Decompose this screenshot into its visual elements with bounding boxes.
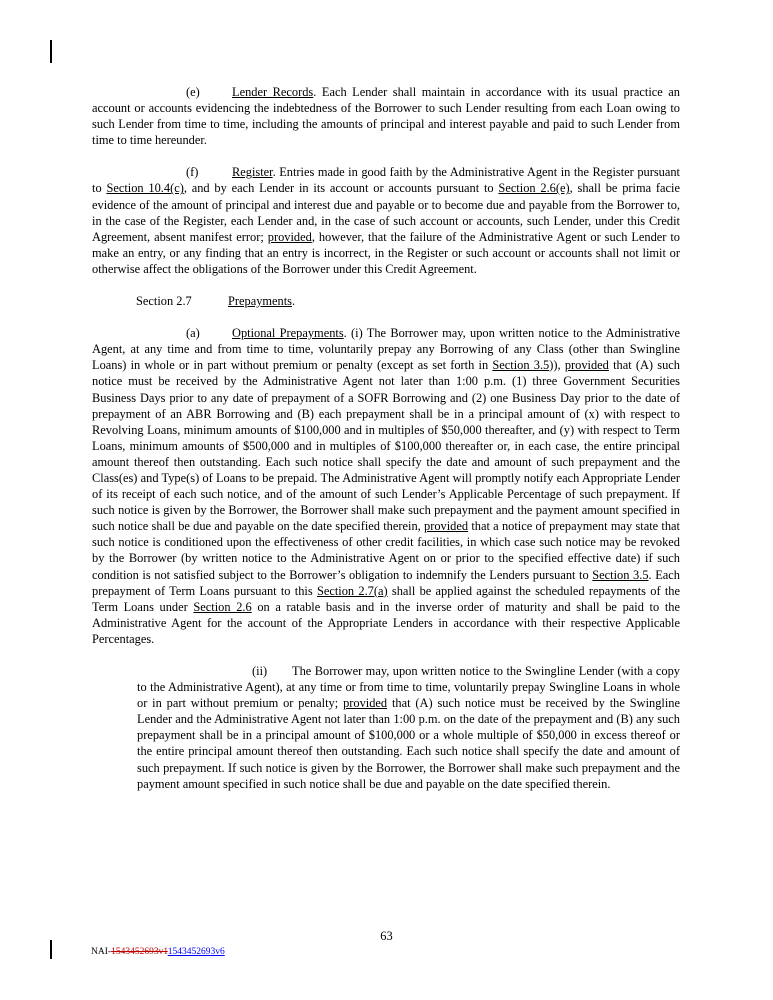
text-a-6: shall be applied against the scheduled repayments of the Term Loans under bbox=[92, 583, 681, 614]
section-2-7-heading bbox=[92, 293, 680, 309]
proviso-a-2: provided bbox=[424, 519, 469, 534]
ref-section-3-5-a: Section 3.5 bbox=[492, 358, 550, 373]
paragraph-e bbox=[92, 84, 680, 148]
ref-section-3-5-b: Section 3.5 bbox=[592, 567, 649, 582]
ref-section-2-7-a: Section 2.7(a) bbox=[316, 583, 388, 598]
heading-lender-records: Lender Records bbox=[232, 85, 314, 99]
page-number: 63 bbox=[380, 929, 393, 943]
paragraph-f bbox=[92, 164, 680, 277]
text-a-4: that a notice of prepayment may state that such notice is conditioned upon the effectiveness of other credit facilities, in which case such notice may be revoked by the Borrower (by written notice to the Administrative Agent on or prior to the specified effective date) if such condition is not satisfied subject to the Borrower’s obligation to indemnify the Lenders pursuant to bbox=[92, 519, 680, 582]
text-f-1: . Entries made in good faith by the Administrative Agent in the Register pursuant to bbox=[92, 165, 680, 196]
label-ii: (ii) bbox=[252, 664, 268, 678]
footer-deleted-id: 1543452693v1 bbox=[111, 947, 168, 957]
text-f-2: , and by each Lender in its account or accounts pursuant to bbox=[183, 181, 499, 196]
section-number: Section 2.7 bbox=[136, 294, 192, 309]
change-bar-top bbox=[50, 40, 52, 63]
text-f-4: , however, that the failure of the Administrative Agent or such Lender to make an entry, or any finding that an entry is incorrect, in the Register or such account or accounts shall not limit or otherwise affect the obligations of the Borrower under this Credit Agreement. bbox=[92, 229, 680, 276]
text-ii-1: The Borrower may, upon written notice to the Swingline Lender (with a copy to the Administrative Agent), at any time or from time to time, voluntarily prepay Swingline Loans in whole or in part without premium or penalty; bbox=[137, 664, 680, 711]
label-e: (e) bbox=[186, 85, 200, 99]
text-a-1: . (i) The Borrower may, upon written notice to the Administrative Agent, at any time and from time to time, voluntarily prepay any Borrowing of any Class (other than Swingline Loans) in whole or in part without premium or penalty (except as set forth in bbox=[92, 326, 680, 373]
footer-prefix: NAI- bbox=[91, 947, 112, 957]
text-a-5: . Each prepayment of Term Loans pursuant to this bbox=[92, 567, 680, 598]
section-title-suffix: . bbox=[292, 294, 296, 309]
text-ii-2: that (A) such notice must be received by the Swingline Lender and the Administrative Agent not later than 1:00 p.m. on the date of the prepayment and (B) any such prepayment shall be in a principal amount of $100,000 or a whole multiple of $50,000 in excess thereof or the entire principal amount thereof then outstanding. Each such notice shall specify the date and amount of such prepayment. If such notice is given by the Borrower, the Borrower shall make such prepayment and the payment amount specified in such notice shall be due and payable on the date specified therein. bbox=[137, 696, 680, 791]
heading-register: Register bbox=[232, 165, 273, 180]
ref-section-2-6: Section 2.6 bbox=[193, 599, 252, 614]
label-a: (a) bbox=[186, 326, 200, 341]
text-a-3: that (A) such notice must be received by the Administrative Agent not later than 1:00 p.m. (1) three Government Securities Business Days prior to any date of prepayment of a SOFR Borrowing and (2) one Business Day prior to the date of prepayment of an ABR Borrowing and (B) each prepayment shall be in a principal amount of (x) with respect to Revolving Loans, minimum amounts of $100,000 and in multiples of $50,000 thereafter, and (y) with respect to Term Loans, minimum amounts of $500,000 and in multiples of $100,000 thereafter or, in each case, the entire principal amount thereof then outstanding. Each such notice shall specify the date and amount of such prepayment and the Class(es) and Type(s) of Loans to be prepaid. The Administrative Agent will promptly notify each Appropriate Lender of its receipt of each such notice, and of the amount of such Lender’s Applicable Percentage of such prepayment. If such notice is given by the Borrower, the Borrower shall make such prepayment and the payment amount specified in such notice shall be due and payable on the date specified therein, bbox=[92, 358, 680, 534]
footer-inserted-id: 1543452693v6 bbox=[167, 947, 225, 957]
change-bar-bottom bbox=[50, 940, 52, 959]
heading-optional-prepayments: Optional Prepayments bbox=[232, 326, 344, 341]
label-f: (f) bbox=[186, 165, 199, 180]
text-a-7: on a ratable basis and in the inverse order of maturity and shall be paid to the Administrative Agent for the account of the Appropriate Lenders in accordance with their respective Applicable Percentages. bbox=[92, 599, 680, 646]
document-body bbox=[92, 84, 680, 792]
ref-section-2-6-e: Section 2.6(e) bbox=[498, 181, 570, 196]
document-id-footer bbox=[91, 946, 225, 958]
proviso-a-1: provided bbox=[564, 358, 609, 373]
text-e: . Each Lender shall maintain in accordance with its usual practice an account or accounts evidencing the indebtedness of the Borrower to such Lender resulting from each Loan owing to such Lender from time to time, including the amounts of principal and interest payable and paid to such Lender from time to time hereunder. bbox=[92, 85, 680, 148]
text-f-3: , shall be prima facie evidence of the amount of principal and interest due and payable or to become due and payable from the Borrower to, in the case of the Register, each Lender and, in the case of such account or accounts, such Lender, under this Credit Agreement, absent manifest error; bbox=[92, 181, 680, 244]
proviso-f: provided bbox=[267, 229, 312, 244]
paragraph-a bbox=[92, 325, 680, 647]
section-title: Prepayments bbox=[228, 294, 293, 309]
ref-section-10-4-c: Section 10.4(c) bbox=[106, 181, 184, 196]
text-a-2: )), bbox=[549, 358, 565, 373]
paragraph-ii bbox=[137, 663, 680, 792]
proviso-ii: provided bbox=[343, 696, 388, 711]
